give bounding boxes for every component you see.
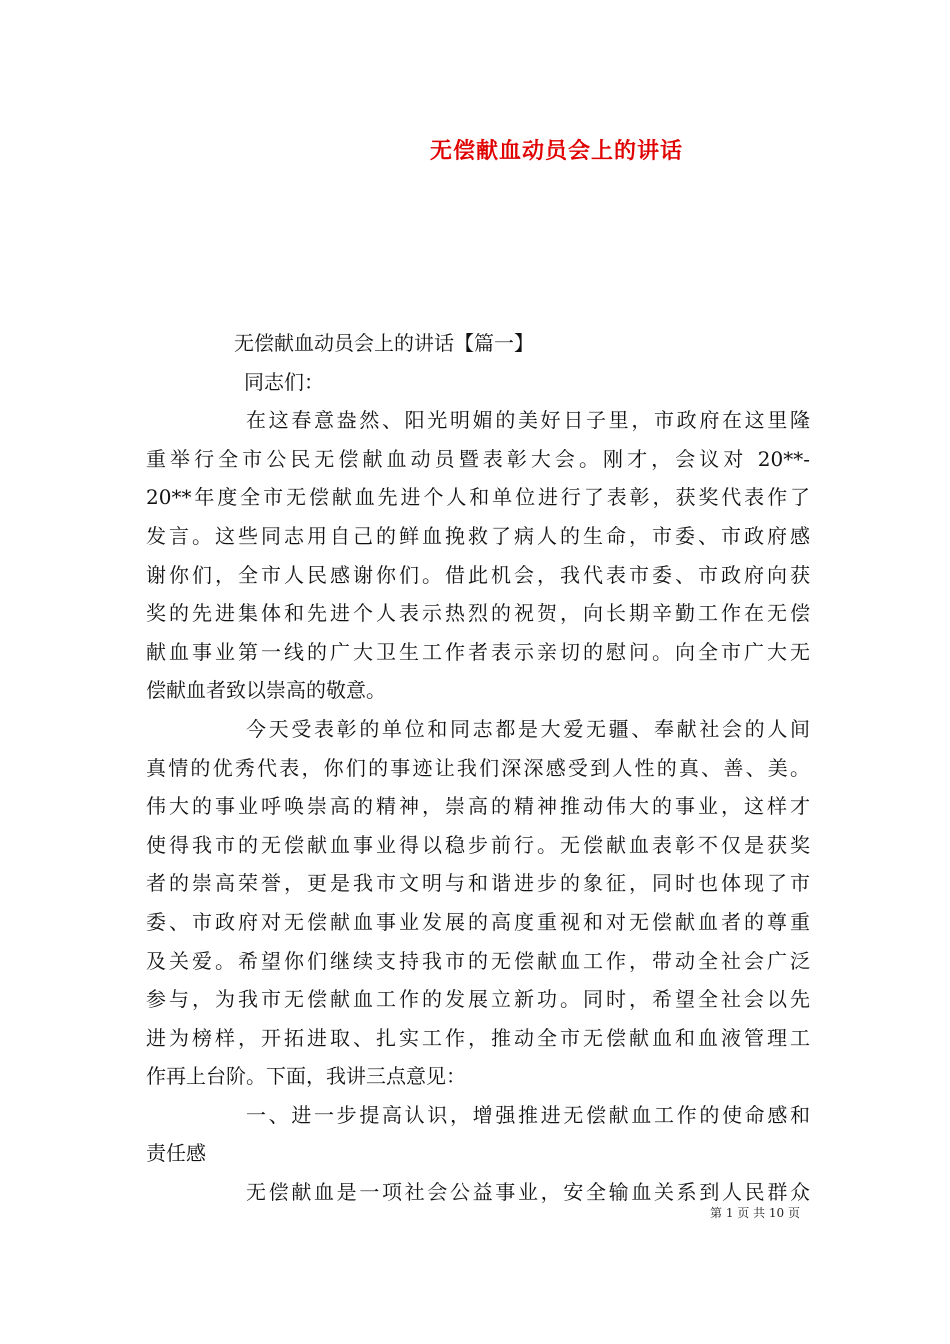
document-title: 无偿献血动员会上的讲话 — [430, 138, 684, 164]
paragraph-line: 今天受表彰的单位和同志都是大爱无疆、奉献社会的人间 — [246, 716, 810, 741]
paragraph-line: 真情的优秀代表，你们的事迹让我们深深感受到人性的真、善、美。 — [146, 755, 810, 780]
subheading-line: 一、进一步提高认识，增强推进无偿献血工作的使命感和 — [246, 1102, 810, 1127]
paragraph-line: 在这春意盎然、阳光明媚的美好日子里，市政府在这里隆 — [246, 408, 810, 433]
salutation: 同志们： — [244, 369, 324, 394]
section-heading: 无偿献血动员会上的讲话【篇一】 — [234, 331, 534, 355]
paragraph-line: 偿献血者致以崇高的敬意。 — [146, 678, 386, 703]
paragraph-line: 使得我市的无偿献血事业得以稳步前行。无偿献血表彰不仅是获奖 — [146, 832, 810, 857]
paragraph-line: 作再上台阶。下面，我讲三点意见： — [146, 1064, 466, 1089]
paragraph-line: 者的崇高荣誉，更是我市文明与和谐进步的象征，同时也体现了市 — [146, 871, 810, 896]
paragraph-line: 委、市政府对无偿献血事业发展的高度重视和对无偿献血者的尊重 — [146, 909, 810, 934]
subheading-line: 责任感 — [146, 1141, 206, 1166]
paragraph-line: 奖的先进集体和先进个人表示热烈的祝贺，向长期辛勤工作在无偿 — [146, 601, 810, 626]
paragraph-line: 谢你们，全市人民感谢你们。借此机会，我代表市委、市政府向获 — [146, 562, 810, 587]
document-body — [146, 324, 810, 1212]
paragraph-line: 发言。这些同志用自己的鲜血挽救了病人的生命，市委、市政府感 — [146, 523, 810, 548]
paragraph-line: 参与，为我市无偿献血工作的发展立新功。同时，希望全社会以先 — [146, 987, 810, 1012]
paragraph-line: 无偿献血是一项社会公益事业，安全输血关系到人民群众 — [246, 1180, 810, 1205]
paragraph-line: 20**年度全市无偿献血先进个人和单位进行了表彰，获奖代表作了 — [146, 485, 810, 510]
paragraph-line: 献血事业第一线的广大卫生工作者表示亲切的慰问。向全市广大无 — [146, 639, 810, 664]
paragraph-line: 伟大的事业呼唤崇高的精神，崇高的精神推动伟大的事业，这样才 — [146, 794, 810, 819]
paragraph-line: 重举行全市公民无偿献血动员暨表彰大会。刚才，会议对 20**- — [146, 446, 810, 471]
paragraph-line: 及关爱。希望你们继续支持我市的无偿献血工作，带动全社会广泛 — [146, 948, 810, 973]
paragraph-line: 进为榜样，开拓进取、扎实工作，推动全市无偿献血和血液管理工 — [146, 1025, 810, 1050]
page-footer: 第 1 页 共 10 页 — [710, 1206, 800, 1220]
